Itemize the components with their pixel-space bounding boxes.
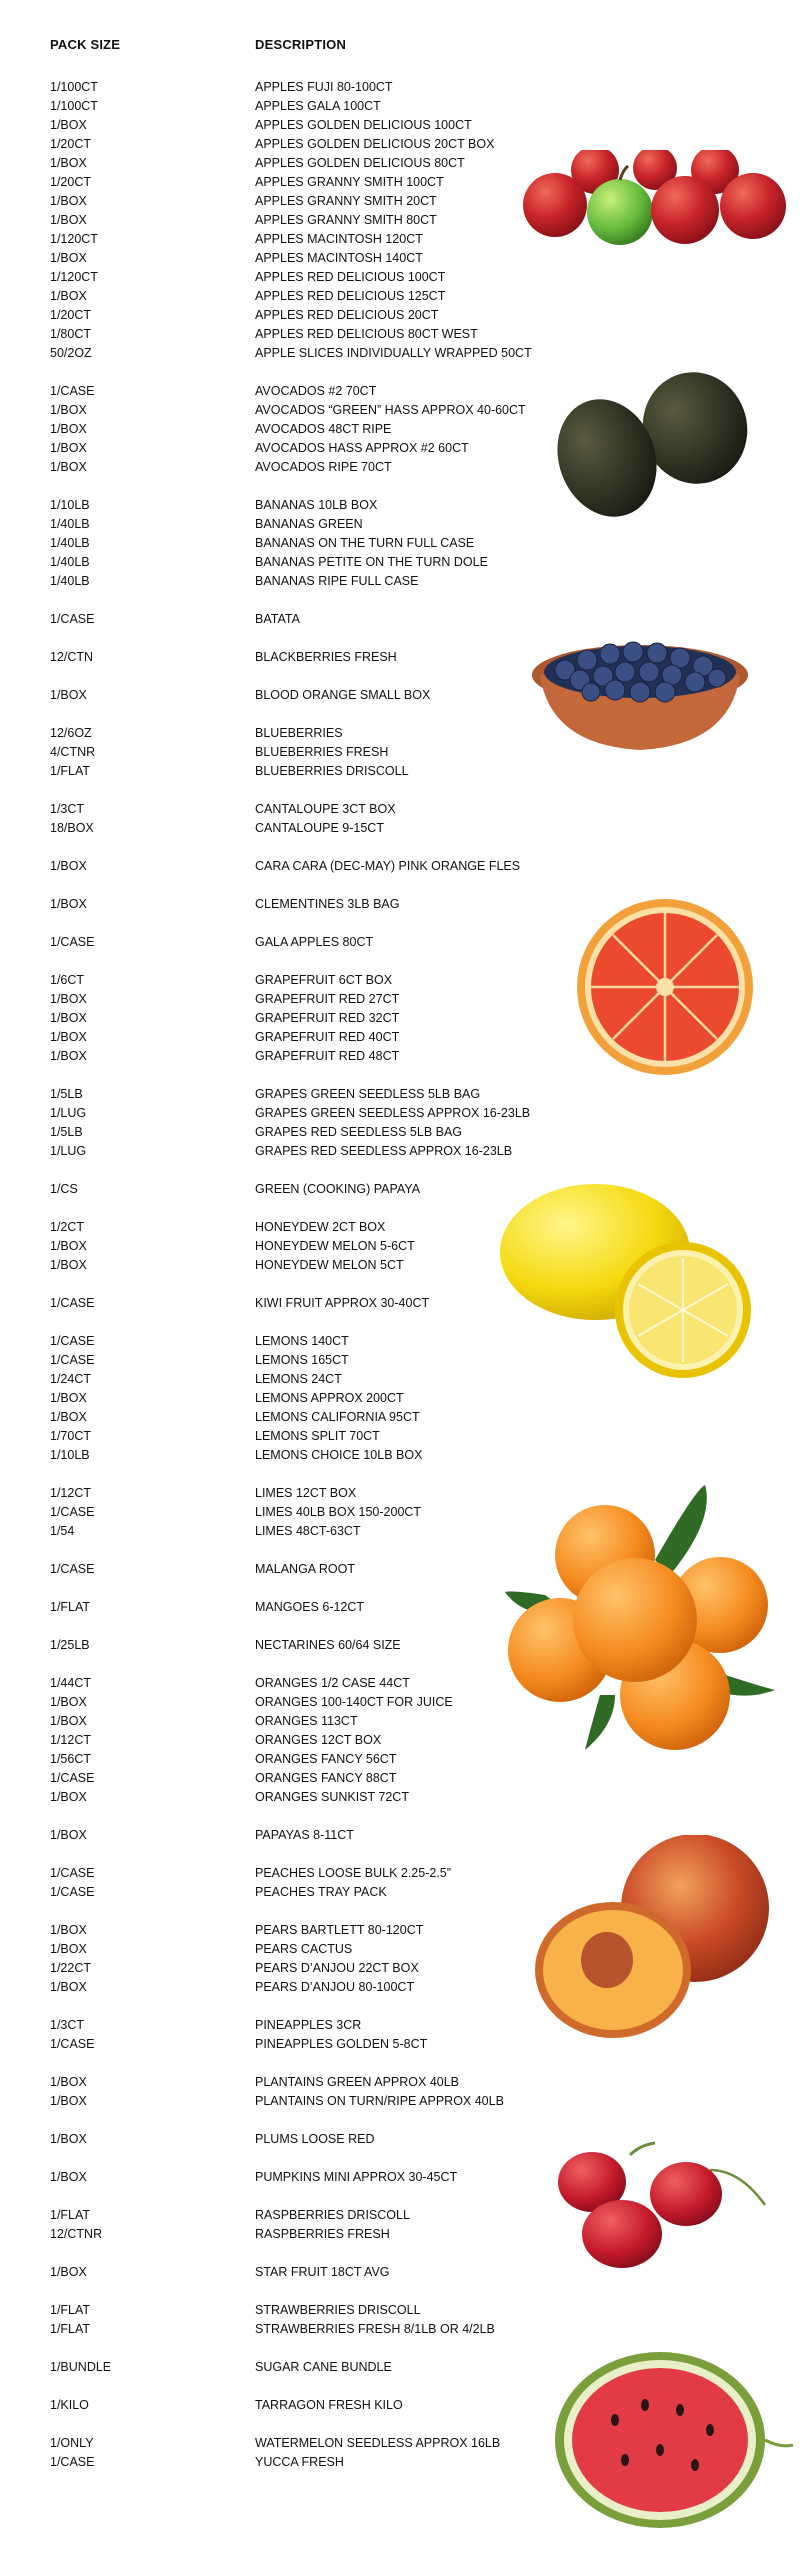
description: PINEAPPLES 3CR (255, 2018, 362, 2032)
product-row (0, 971, 560, 989)
pack-size: 1/CASE (50, 1505, 95, 1519)
pack-size: 1/12CT (50, 1486, 91, 1500)
product-row (0, 534, 560, 552)
description: KIWI FRUIT APPROX 30-40CT (255, 1296, 430, 1310)
pack-size: 1/10LB (50, 498, 90, 512)
description: LIMES 48CT-63CT (255, 1524, 361, 1538)
description: BLUEBERRIES (255, 726, 343, 740)
product-row (0, 2130, 560, 2148)
pack-size: 1/BOX (50, 992, 87, 1006)
description: APPLES RED DELICIOUS 100CT (255, 270, 446, 284)
product-row (0, 762, 560, 780)
pack-size: 1/FLAT (50, 764, 91, 778)
pack-size: 12/CTNR (50, 2227, 103, 2241)
description: BLUEBERRIES DRISCOLL (255, 764, 409, 778)
description: APPLES GOLDEN DELICIOUS 100CT (255, 118, 472, 132)
description: MANGOES 6-12CT (255, 1600, 365, 1614)
product-row (0, 2358, 560, 2376)
product-row (0, 1256, 560, 1274)
pack-size: 1/BOX (50, 859, 87, 873)
product-row (0, 1731, 560, 1749)
description: LEMONS APPROX 200CT (255, 1391, 404, 1405)
pack-size: 1/100CT (50, 99, 98, 113)
description: APPLES GALA 100CT (255, 99, 381, 113)
description: GRAPEFRUIT RED 27CT (255, 992, 400, 1006)
pack-size: 1/3CT (50, 802, 85, 816)
product-row (0, 1750, 560, 1768)
description: HONEYDEW 2CT BOX (255, 1220, 386, 1234)
description: GRAPEFRUIT RED 40CT (255, 1030, 400, 1044)
product-row (0, 1712, 560, 1730)
product-row (0, 1085, 560, 1103)
product-row (0, 933, 560, 951)
pack-size: 1/BOX (50, 897, 87, 911)
product-row (0, 230, 560, 248)
raspberries-image (540, 2140, 780, 2270)
product-row (0, 1408, 560, 1426)
product-row (0, 515, 560, 533)
apples-image (515, 150, 795, 260)
description: HONEYDEW MELON 5CT (255, 1258, 404, 1272)
product-row (0, 743, 560, 761)
pack-size: 1/BUNDLE (50, 2360, 112, 2374)
description: GRAPEFRUIT RED 48CT (255, 1049, 400, 1063)
description: AVOCADOS “GREEN” HASS APPROX 40-60CT (255, 403, 526, 417)
pack-size: 1/BOX (50, 1980, 87, 1994)
description: APPLES GOLDEN DELICIOUS 80CT (255, 156, 465, 170)
description: PLANTAINS GREEN APPROX 40LB (255, 2075, 460, 2089)
pack-size: 1/BOX (50, 1942, 87, 1956)
pack-size: 1/BOX (50, 194, 87, 208)
description: PUMPKINS MINI APPROX 30-45CT (255, 2170, 458, 2184)
pack-size: 1/BOX (50, 251, 87, 265)
description: LEMONS CALIFORNIA 95CT (255, 1410, 420, 1424)
product-row (0, 800, 560, 818)
product-row (0, 1370, 560, 1388)
description: APPLES FUJI 80-100CT (255, 80, 393, 94)
pack-size: 1/12CT (50, 1733, 91, 1747)
lemons-image (500, 1180, 765, 1380)
description: PLUMS LOOSE RED (255, 2132, 375, 2146)
pack-size: 1/FLAT (50, 2208, 91, 2222)
pack-size: 1/120CT (50, 232, 98, 246)
product-row (0, 268, 560, 286)
pack-size: 1/BOX (50, 2132, 87, 2146)
product-row (0, 1864, 560, 1882)
pack-size: 1/BOX (50, 688, 87, 702)
description: BANANAS ON THE TURN FULL CASE (255, 536, 475, 550)
description: AVOCADOS HASS APPROX #2 60CT (255, 441, 469, 455)
product-row (0, 344, 560, 362)
product-row (0, 97, 560, 115)
pack-size: 1/BOX (50, 2094, 87, 2108)
product-row (0, 1978, 560, 1996)
pack-size: 1/20CT (50, 308, 91, 322)
description: BANANAS RIPE FULL CASE (255, 574, 419, 588)
product-row (0, 2168, 560, 2186)
pack-size: 18/BOX (50, 821, 94, 835)
pack-size: 1/54 (50, 1524, 75, 1538)
pack-size: 1/BOX (50, 289, 87, 303)
description: NECTARINES 60/64 SIZE (255, 1638, 401, 1652)
product-row (0, 610, 560, 628)
product-row (0, 211, 560, 229)
product-row (0, 1598, 560, 1616)
product-row (0, 154, 560, 172)
pack-size: 1/44CT (50, 1676, 91, 1690)
product-row (0, 1693, 560, 1711)
description: CANTALOUPE 9-15CT (255, 821, 384, 835)
pack-size: 1/CASE (50, 1866, 95, 1880)
pack-size: 1/CASE (50, 935, 95, 949)
pack-size: 1/BOX (50, 1011, 87, 1025)
pack-size: 1/24CT (50, 1372, 91, 1386)
product-row (0, 78, 560, 96)
product-row (0, 990, 560, 1008)
product-row (0, 1769, 560, 1787)
description: APPLES GRANNY SMITH 100CT (255, 175, 444, 189)
description-header: DESCRIPTION (255, 37, 347, 52)
pack-size: 1/BOX (50, 2075, 87, 2089)
oranges-image (505, 1480, 780, 1760)
product-row (0, 173, 560, 191)
pack-size: 1/BOX (50, 1828, 87, 1842)
description: ORANGES FANCY 56CT (255, 1752, 397, 1766)
pack-size: 1/CASE (50, 1562, 95, 1576)
pack-size: 1/BOX (50, 1239, 87, 1253)
product-row (0, 420, 560, 438)
pack-size: 1/10LB (50, 1448, 90, 1462)
product-row (0, 1522, 560, 1540)
product-row (0, 819, 560, 837)
description: APPLES GRANNY SMITH 80CT (255, 213, 437, 227)
product-row (0, 686, 560, 704)
pack-size: 1/LUG (50, 1144, 87, 1158)
pack-size: 1/CASE (50, 1771, 95, 1785)
product-row (0, 2453, 560, 2471)
product-row (0, 1446, 560, 1464)
product-row (0, 1883, 560, 1901)
pack-size: 1/CASE (50, 384, 95, 398)
pack-size: 1/BOX (50, 1030, 87, 1044)
pack-size: 50/2OZ (50, 346, 92, 360)
product-row (0, 2320, 560, 2338)
pack-size: 1/FLAT (50, 2322, 91, 2336)
pack-size: 1/FLAT (50, 1600, 91, 1614)
pack-size: 1/3CT (50, 2018, 85, 2032)
description: GRAPES RED SEEDLESS APPROX 16-23LB (255, 1144, 513, 1158)
description: ORANGES SUNKIST 72CT (255, 1790, 409, 1804)
product-row (0, 401, 560, 419)
product-row (0, 1294, 560, 1312)
pack-size: 1/6CT (50, 973, 85, 987)
description: RASPBERRIES DRISCOLL (255, 2208, 410, 2222)
pack-size: 1/BOX (50, 422, 87, 436)
description: LIMES 12CT BOX (255, 1486, 357, 1500)
pack-size: 1/2CT (50, 1220, 85, 1234)
pack-size: 1/5LB (50, 1125, 83, 1139)
product-row (0, 306, 560, 324)
pack-size: 1/BOX (50, 213, 87, 227)
pack-size: 1/100CT (50, 80, 98, 94)
description: AVOCADOS #2 70CT (255, 384, 377, 398)
product-row (0, 1788, 560, 1806)
product-row (0, 724, 560, 742)
product-row (0, 382, 560, 400)
description: PEARS D’ANJOU 22CT BOX (255, 1961, 419, 1975)
product-row (0, 553, 560, 571)
description: APPLES RED DELICIOUS 125CT (255, 289, 446, 303)
pack-size: 1/BOX (50, 441, 87, 455)
pack-size: 1/40LB (50, 555, 90, 569)
description: APPLES MACINTOSH 140CT (255, 251, 423, 265)
description: ORANGES 113CT (255, 1714, 358, 1728)
pack-size: 1/20CT (50, 175, 91, 189)
pack-size: 1/56CT (50, 1752, 91, 1766)
pack-size: 1/BOX (50, 1790, 87, 1804)
product-row (0, 1142, 560, 1160)
product-row (0, 1636, 560, 1654)
description: STAR FRUIT 18CT AVG (255, 2265, 390, 2279)
description: SUGAR CANE BUNDLE (255, 2360, 392, 2374)
pack-size: 1/ONLY (50, 2436, 94, 2450)
product-row (0, 1427, 560, 1445)
pack-size: 1/5LB (50, 1087, 83, 1101)
product-row (0, 1503, 560, 1521)
pack-size: 4/CTNR (50, 745, 96, 759)
description: BLOOD ORANGE SMALL BOX (255, 688, 431, 702)
pack-size: 1/80CT (50, 327, 91, 341)
product-row (0, 1389, 560, 1407)
product-row (0, 2301, 560, 2319)
pack-size-header: PACK SIZE (50, 37, 121, 52)
description: GREEN (COOKING) PAPAYA (255, 1182, 421, 1196)
description: MALANGA ROOT (255, 1562, 356, 1576)
product-row (0, 116, 560, 134)
product-row (0, 135, 560, 153)
peaches-image (535, 1835, 775, 2040)
pack-size: 1/KILO (50, 2398, 89, 2412)
description: WATERMELON SEEDLESS APPROX 16LB (255, 2436, 501, 2450)
pack-size: 1/40LB (50, 574, 90, 588)
description: STRAWBERRIES FRESH 8/1LB OR 4/2LB (255, 2322, 495, 2336)
product-row (0, 2225, 560, 2243)
pack-size: 1/40LB (50, 536, 90, 550)
description: PEACHES LOOSE BULK 2.25-2.5” (255, 1866, 451, 1880)
description: GRAPEFRUIT 6CT BOX (255, 973, 393, 987)
pack-size: 1/CASE (50, 1353, 95, 1367)
description: STRAWBERRIES DRISCOLL (255, 2303, 421, 2317)
description: APPLES GOLDEN DELICIOUS 20CT BOX (255, 137, 495, 151)
description: LIMES 40LB BOX 150-200CT (255, 1505, 422, 1519)
pack-size: 1/CASE (50, 612, 95, 626)
product-row (0, 287, 560, 305)
pack-size: 1/BOX (50, 2265, 87, 2279)
product-row (0, 895, 560, 913)
avocados-image (555, 370, 755, 520)
description: ORANGES FANCY 88CT (255, 1771, 397, 1785)
description: LEMONS 165CT (255, 1353, 349, 1367)
watermelon-image (545, 2350, 795, 2530)
pack-size: 1/70CT (50, 1429, 91, 1443)
description: LEMONS CHOICE 10LB BOX (255, 1448, 423, 1462)
product-row (0, 648, 560, 666)
product-row (0, 1940, 560, 1958)
description: ORANGES 12CT BOX (255, 1733, 382, 1747)
description: GRAPEFRUIT RED 32CT (255, 1011, 400, 1025)
description: BATATA (255, 612, 300, 626)
pack-size: 1/25LB (50, 1638, 90, 1652)
product-row (0, 1180, 560, 1198)
pack-size: 1/BOX (50, 1049, 87, 1063)
description: LEMONS 140CT (255, 1334, 349, 1348)
description: PEARS D’ANJOU 80-100CT (255, 1980, 415, 1994)
description: PEARS CACTUS (255, 1942, 353, 1956)
description: BANANAS 10LB BOX (255, 498, 378, 512)
description: BANANAS PETITE ON THE TURN DOLE (255, 555, 488, 569)
pack-size: 1/BOX (50, 1714, 87, 1728)
product-row (0, 249, 560, 267)
pack-size: 1/CS (50, 1182, 78, 1196)
product-row (0, 325, 560, 343)
description: APPLES MACINTOSH 120CT (255, 232, 423, 246)
pack-size: 12/6OZ (50, 726, 92, 740)
description: CANTALOUPE 3CT BOX (255, 802, 396, 816)
pack-size: 1/BOX (50, 156, 87, 170)
description: ORANGES 100-140CT FOR JUICE (255, 1695, 453, 1709)
pack-size: 1/40LB (50, 517, 90, 531)
pack-size: 1/120CT (50, 270, 98, 284)
description: PEACHES TRAY PACK (255, 1885, 387, 1899)
product-row (0, 1484, 560, 1502)
description: GRAPES RED SEEDLESS 5LB BAG (255, 1125, 463, 1139)
product-row (0, 439, 560, 457)
pack-size: 1/FLAT (50, 2303, 91, 2317)
description: PINEAPPLES GOLDEN 5-8CT (255, 2037, 428, 2051)
pack-size: 1/20CT (50, 137, 91, 151)
product-row (0, 1218, 560, 1236)
product-row (0, 1959, 560, 1977)
description: LEMONS 24CT (255, 1372, 342, 1386)
description: GRAPES GREEN SEEDLESS 5LB BAG (255, 1087, 481, 1101)
grapefruit-image (575, 895, 755, 1080)
product-row (0, 572, 560, 590)
pack-size: 1/BOX (50, 460, 87, 474)
description: GALA APPLES 80CT (255, 935, 374, 949)
pack-size: 1/CASE (50, 2455, 95, 2469)
pack-size: 1/CASE (50, 1885, 95, 1899)
product-row (0, 1351, 560, 1369)
product-row (0, 1560, 560, 1578)
product-row (0, 192, 560, 210)
pack-size: 1/BOX (50, 1410, 87, 1424)
product-row (0, 1237, 560, 1255)
description: TARRAGON FRESH KILO (255, 2398, 403, 2412)
description: CLEMENTINES 3LB BAG (255, 897, 400, 911)
product-row (0, 1028, 560, 1046)
description: BLUEBERRIES FRESH (255, 745, 389, 759)
product-row (0, 1123, 560, 1141)
description: AVOCADOS RIPE 70CT (255, 460, 392, 474)
product-row (0, 2035, 560, 2053)
product-row (0, 1009, 560, 1027)
pack-size: 1/BOX (50, 403, 87, 417)
description: APPLES RED DELICIOUS 20CT (255, 308, 439, 322)
description: LEMONS SPLIT 70CT (255, 1429, 380, 1443)
product-row (0, 2206, 560, 2224)
pack-size: 1/LUG (50, 1106, 87, 1120)
description: HONEYDEW MELON 5-6CT (255, 1239, 415, 1253)
product-row (0, 1104, 560, 1122)
product-row (0, 2092, 560, 2110)
product-row (0, 2396, 560, 2414)
pack-size: 1/CASE (50, 1334, 95, 1348)
description: PEARS BARTLETT 80-120CT (255, 1923, 424, 1937)
product-row (0, 458, 560, 476)
pack-size: 1/22CT (50, 1961, 91, 1975)
product-row (0, 1921, 560, 1939)
description: APPLES RED DELICIOUS 80CT WEST (255, 327, 478, 341)
product-row (0, 1332, 560, 1350)
pack-size: 1/BOX (50, 1258, 87, 1272)
product-row (0, 2434, 560, 2452)
description: ORANGES 1/2 CASE 44CT (255, 1676, 410, 1690)
product-row (0, 1047, 560, 1065)
description: APPLES GRANNY SMITH 20CT (255, 194, 437, 208)
description: APPLE SLICES INDIVIDUALLY WRAPPED 50CT (255, 346, 532, 360)
description: PLANTAINS ON TURN/RIPE APPROX 40LB (255, 2094, 504, 2108)
product-row (0, 1826, 560, 1844)
pack-size: 1/BOX (50, 1923, 87, 1937)
product-row (0, 496, 560, 514)
product-row (0, 1674, 560, 1692)
description: YUCCA FRESH (255, 2455, 344, 2469)
pack-size: 1/BOX (50, 2170, 87, 2184)
description: CARA CARA (DEC-MAY) PINK ORANGE FLES (255, 859, 521, 873)
pack-size: 1/BOX (50, 118, 87, 132)
description: GRAPES GREEN SEEDLESS APPROX 16-23LB (255, 1106, 531, 1120)
description: AVOCADOS 48CT RIPE (255, 422, 392, 436)
description: PAPAYAS 8-11CT (255, 1828, 354, 1842)
pack-size: 12/CTN (50, 650, 94, 664)
pack-size: 1/BOX (50, 1695, 87, 1709)
blueberries-image (525, 620, 755, 760)
product-row (0, 857, 560, 875)
description: BLACKBERRIES FRESH (255, 650, 397, 664)
description: BANANAS GREEN (255, 517, 363, 531)
product-row (0, 2263, 560, 2281)
product-row (0, 2073, 560, 2091)
description: RASPBERRIES FRESH (255, 2227, 390, 2241)
pack-size: 1/CASE (50, 1296, 95, 1310)
pack-size: 1/BOX (50, 1391, 87, 1405)
pack-size: 1/CASE (50, 2037, 95, 2051)
product-row (0, 2016, 560, 2034)
